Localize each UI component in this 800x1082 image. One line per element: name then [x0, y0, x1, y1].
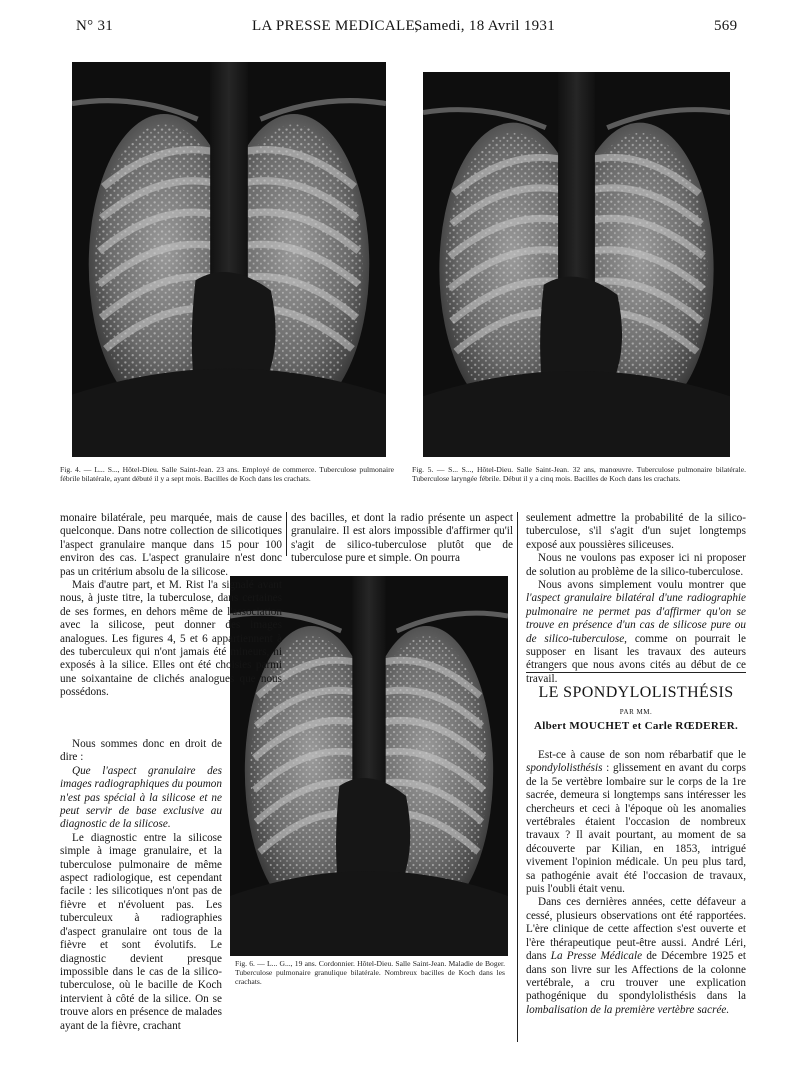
text-run: Est-ce à cause de son nom rébarbatif que le — [538, 749, 746, 761]
paragraph — [526, 579, 746, 686]
figure-6-caption: Fig. 6. — L... G..., 19 ans. Cordonnier. Hôtel-Dieu. Salle Saint-Jean. Maladie de Boger. Tuberculose pulmonaire granulique bilatérale. Nombreux bacilles de Koch dans les crachats. — [235, 959, 505, 986]
text-run: Nous avons simplement voulu montrer que — [538, 579, 746, 592]
text-run: lombalisation de la première vertèbre sacrée. — [526, 1003, 730, 1016]
paragraph: Le diagnostic entre la silicose simple à image granulaire, et la tuberculose pulmonaire de même aspect radiologique, est cependant facile : les silicotiques n'ont pas de fièvre et n'évoluent pas. Les tuberculeux à radiographies d'aspect granulaire ont tous de la fièvre et sont évolutifs. Le diagnostic devient presque impossible dans le cas de la silico-tuberculose, où le bacille de Koch intervient à côté de la silice. On se trouve alors en présence de malades ayant de la fièvre, crachant — [60, 831, 222, 1032]
paragraph: des bacilles, et dont la radio présente un aspect granulaire. Il est alors impossible d'affirmer qu'il s'agit de silico-tuberculose plutôt que de tuberculose pure et simple. On pourra — [291, 512, 513, 565]
paragraph: Que l'aspect granulaire des images radiographiques du poumon n'est pas spécial à la silicose et ne peut servir de base exclusive au diagnostic de la silicose. — [60, 764, 222, 831]
paragraph: monaire bilatérale, peu marquée, mais de cause quelconque. Dans notre collection de silicotiques l'aspect granulaire manque dans 15 pour 100 environ des cas. L'aspect granulaire n'est donc pas un critérium absolu de la silicose. — [60, 512, 282, 578]
paragraph: Nous sommes donc en droit de dire : — [60, 738, 222, 764]
text-run: , comme on pourrait le supposer en lisant les travaux des auteurs étrangers que nous avons cités au début de ce travail. — [526, 632, 746, 685]
text-run: l'aspect granulaire bilatéral d'une radiographie pulmonaire ne permet pas d'affirmer qu'on se trouve en présence d'un cas de silicose pure ou de silico-tuberculose — [526, 592, 746, 645]
issue-date: Samedi, 18 Avril 1931 — [414, 18, 556, 34]
column-3-top — [526, 512, 746, 686]
paragraph: seulement admettre la probabilité de la silico-tuberculose, s'il s'agit d'un sujet longtemps exposé aux poussières siliceuses. — [526, 512, 746, 551]
paragraph — [526, 896, 746, 1017]
column-2-top — [291, 512, 513, 566]
page-number: 569 — [714, 18, 738, 34]
column-1-top — [60, 512, 282, 700]
text-run: Dans ces dernières années, cette défaveur a cessé, plusieurs observations ont été rapportées. L'ère clinique de cette affection s'est ouverte et l'ère thérapeutique peut-être aussi. André Léri, dans — [526, 896, 746, 963]
article-par: PAR MM. — [619, 708, 653, 716]
paragraph: Mais d'autre part, et M. Rist l'a signalé avant nous, à juste titre, la tuberculose, dans certaines de ses formes, en dehors même de l'association avec la silicose, peut donner des images analogues. Les figures 4, 5 et 6 appartiennent à des tuberculeux qui n'ont jamais été mineurs, ni exposés à la silice. Elles ont été choisies parmi une soixantaine de clichés analogues que nous possédons. — [60, 579, 282, 699]
issue-number: N° 31 — [76, 18, 114, 34]
paragraph: Nous ne voulons pas exposer ici ni proposer de solution au problème de la silico-tuberculose. — [526, 552, 746, 578]
figure-4-caption: Fig. 4. — L... S..., Hôtel-Dieu. Salle Saint-Jean. 23 ans. Employé de commerce. Tuberculose pulmonaire fébrile bilatérale, ayant débuté il y a sept mois. Bacilles de Koch dans les crachats. — [60, 465, 394, 483]
journal-title: LA PRESSE MEDICALE, — [252, 18, 419, 34]
article-separator — [526, 672, 746, 673]
column-rule — [286, 512, 287, 556]
article-body — [526, 749, 746, 1017]
text-run: de Décembre 1925 et dans son livre sur les Affections de la colonne vertébrale, a cru trouver une explication pathogénique du spondylolisthésis dans la — [526, 950, 746, 1003]
column-rule — [517, 512, 518, 1042]
figure-5-caption: Fig. 5. — S... S..., Hôtel-Dieu. Salle Saint-Jean. 32 ans, manœuvre. Tuberculose pulmonaire bilatérale. Tuberculose laryngée fébrile. Début il y a cinq mois. Bacilles de Koch dans les crachats. — [412, 465, 746, 483]
article-authors: Albert MOUCHET et Carle RŒDERER. — [533, 720, 738, 732]
text-run: : glissement en avant du corps de la 5e vertèbre lombaire sur le corps de la 1re sacrée, demeura si longtemps sans intéresser les chercheurs et ceci à l'époque où les anomalies vertébrales étaient l'occasion de nombreux travaux ? Il avait pourtant, au moment de sa découverte par Kilian, en 1853, intrigué vivement l'opinion médicale. Un peu plus tard, sa pathogénie avait été l'occasion de travaux, puis l'oubli était venu. — [526, 762, 746, 896]
column-1-narrow — [60, 738, 222, 1033]
text-run: spondylolisthésis — [526, 762, 603, 775]
xray-figure-4 — [72, 62, 386, 457]
xray-figure-5 — [423, 72, 730, 457]
article-title: LE SPONDYLOLISTHÉSIS — [538, 684, 734, 701]
text-run: La Presse Médicale — [550, 950, 643, 963]
paragraph — [526, 749, 746, 896]
